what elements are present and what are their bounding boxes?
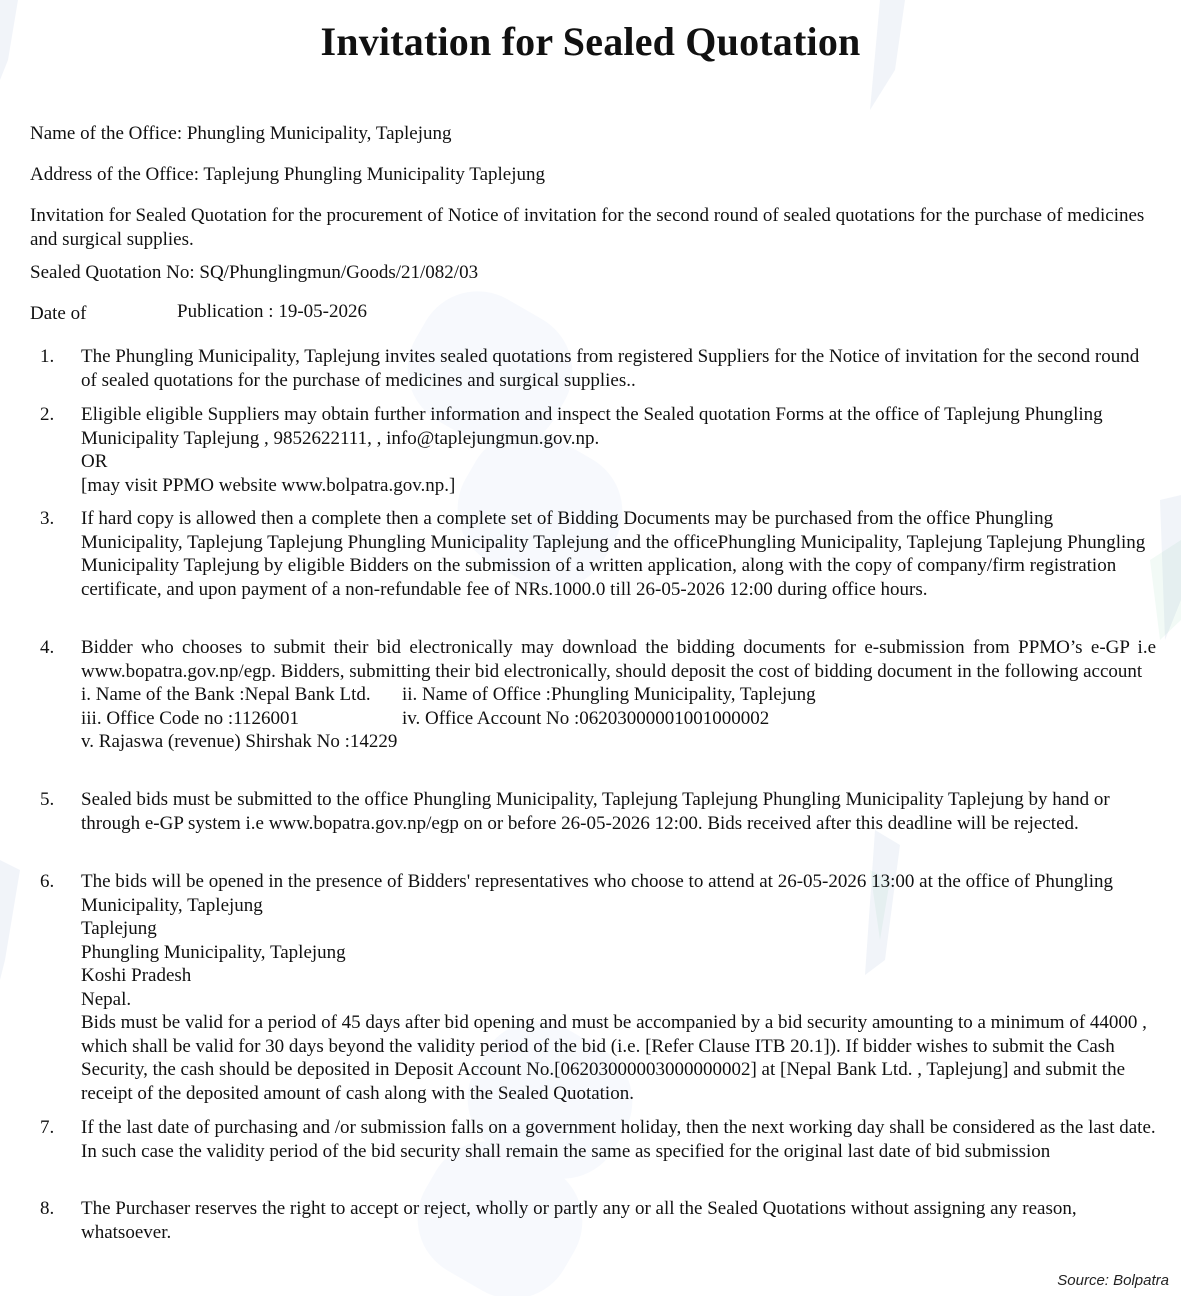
rajaswa-shirshak: v. Rajaswa (revenue) Shirshak No :14229 xyxy=(81,731,398,752)
office-code: iii. Office Code no :1126001 xyxy=(81,707,299,729)
item-text: Bidder who chooses to submit their bid electronically may download the bidding documents for e-submission from PPMO’s e-GP i.e www.bopatra.gov.np/egp. Bidders, submitting their bid electronically, should deposit the cost of bidding document in the following account xyxy=(81,637,1156,682)
item-number: 7. xyxy=(40,1117,55,1138)
office-address: Address of the Office: Taplejung Phungling Municipality Taplejung xyxy=(30,164,546,185)
item-text: The bids will be opened in the presence of Bidders' representatives who choose to attend at 26-05-2026 13:00 at the office of Phungling Municipality, Taplejung xyxy=(81,871,1113,916)
item-number: 1. xyxy=(40,346,55,367)
address-line: Koshi Pradesh xyxy=(81,965,192,986)
date-label: Date of xyxy=(30,303,87,324)
item-text: Eligible eligible Suppliers may obtain further information and inspect the Sealed quotation Forms at the office of Taplejung Phungling Municipality Taplejung , 9852622111, , info@taplejungmun.gov.np. xyxy=(81,404,1103,449)
item-website: [may visit PPMO website www.bolpatra.gov.np.] xyxy=(81,474,456,496)
bank-name: i. Name of the Bank :Nepal Bank Ltd. xyxy=(81,684,371,705)
item-text: If the last date of purchasing and /or submission falls on a government holiday, then the next working day shall be considered as the last date. In such case the validity period of the bid security shall remain the same as specified for the original last date of bid submission xyxy=(81,1117,1156,1162)
item-text: The Phungling Municipality, Taplejung invites sealed quotations from registered Suppliers for the Notice of invitation for the second round of sealed quotations for the purchase of medicines and surgical supplies.. xyxy=(81,346,1140,391)
item-number: 8. xyxy=(40,1198,55,1219)
publication-date: Publication : 19-05-2026 xyxy=(177,301,367,322)
office-name: Name of the Office: Phungling Municipality, Taplejung xyxy=(30,123,452,144)
item-text: The Purchaser reserves the right to accept or reject, wholly or partly any or all the Sealed Quotations without assigning any reason, whatsoever. xyxy=(81,1198,1077,1243)
quotation-number: Sealed Quotation No: SQ/Phunglingmun/Goods/21/082/03 xyxy=(30,262,479,283)
bid-validity-text: Bids must be valid for a period of 45 days after bid opening and must be accompanied by a bid security amounting to a minimum of 44000 , which shall be valid for 30 days beyond the validity period of the bid (i.e. [Refer Clause ITB 20.1]). If bidder wishes to submit the Cash Security, the cash should be deposited in Deposit Account No.[06203000003000000002] at [Nepal Bank Ltd. , Taplejung] and submit the receipt of the deposited amount of cash along with the Sealed Quotation. xyxy=(81,1012,1147,1104)
address-line: Taplejung xyxy=(81,918,157,939)
address-line: Phungling Municipality, Taplejung xyxy=(81,941,346,963)
item-or: OR xyxy=(81,451,108,472)
address-line: Nepal. xyxy=(81,988,132,1010)
office-name-account: ii. Name of Office :Phungling Municipality, Taplejung xyxy=(402,684,816,705)
item-text: If hard copy is allowed then a complete then a complete set of Bidding Documents may be purchased from the office Phungling Municipality, Taplejung Taplejung Phungling Municipality Taplejung and the officePhungling Municipality, Taplejung Taplejung Phungling Municipality Taplejung by eligible Bidders on the submission of a written application, along with the copy of company/firm registration certificate, and upon payment of a non-refundable fee of NRs.1000.0 till 26-05-2026 12:00 during office hours. xyxy=(81,508,1146,600)
item-number: 4. xyxy=(40,637,55,658)
item-number: 3. xyxy=(40,508,55,529)
page-title: Invitation for Sealed Quotation xyxy=(320,19,861,64)
source-credit: Source: Bolpatra xyxy=(1057,1272,1169,1289)
item-number: 6. xyxy=(40,871,55,892)
item-number: 5. xyxy=(40,789,55,810)
item-text: Sealed bids must be submitted to the office Phungling Municipality, Taplejung Taplejung Phungling Municipality Taplejung by hand or through e-GP system i.e www.bopatra.gov.np/egp on or before 26-05-2026 12:00. Bids received after this deadline will be rejected. xyxy=(81,789,1110,834)
invitation-text: Invitation for Sealed Quotation for the procurement of Notice of invitation for the second round of sealed quotations for the purchase of medicines and surgical supplies. xyxy=(30,205,1145,250)
office-account-no: iv. Office Account No :06203000001001000002 xyxy=(402,707,770,729)
item-number: 2. xyxy=(40,404,55,425)
